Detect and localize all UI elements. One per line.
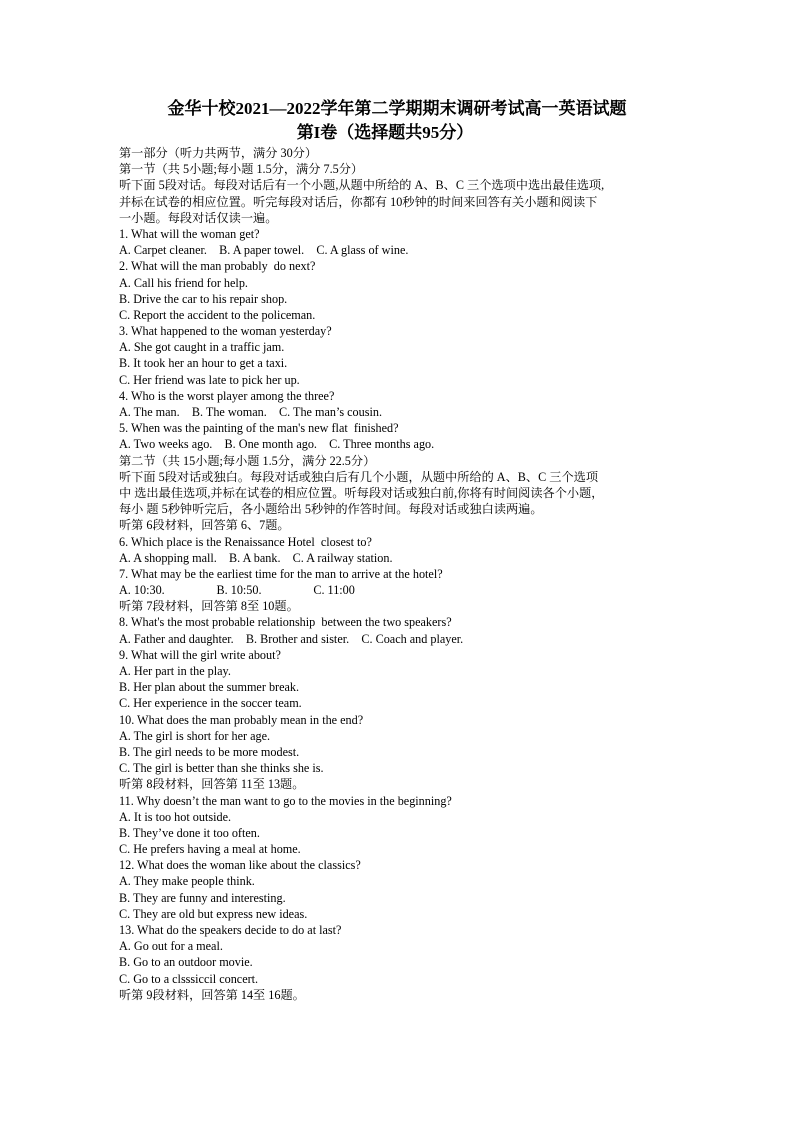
text-line: 听第 7段材料，回答第 8至 10题。 <box>119 599 299 614</box>
text-line: 第一节（共 5小题;每小题 1.5分，满分 7.5分） <box>119 162 364 177</box>
text-line: 13. What do the speakers decide to do at last? <box>119 923 342 937</box>
text-line: A. They make people think. <box>119 874 255 889</box>
text-line: A. Two weeks ago. B. One month ago. C. Three months ago. <box>119 437 435 452</box>
text-line: 听下面 5段对话。每段对话后有一个小题,从题中所给的 A、B、C 三个选项中选出最佳选项, <box>119 178 605 193</box>
text-line: C. Her friend was late to pick her up. <box>119 372 300 387</box>
text-line: B. They’ve done it too often. <box>119 825 260 840</box>
text-line: 并标在试卷的相应位置。听完每段对话后，你都有 10秒钟的时间来回答有关小题和阅读下 <box>119 194 598 209</box>
text-line: 一小题。每段对话仅读一遍。 <box>119 210 278 225</box>
text-line: A. The man. B. The woman. C. The man’s cousin. <box>119 405 383 419</box>
text-line: C. Her experience in the soccer team. <box>119 696 302 711</box>
exam-title: 金华十校2021—2022学年第二学期期末调研考试高一英语试题 <box>167 99 627 118</box>
text-line: B. Her plan about the summer break. <box>119 680 300 695</box>
text-line: A. Go out for a meal. <box>119 939 223 954</box>
text-line: 12. What does the woman like about the classics? <box>119 858 361 873</box>
text-line: C. Report the accident to the policeman. <box>119 307 316 322</box>
text-line: 2. What will the man probably do next? <box>119 259 316 274</box>
text-line: A. The girl is short for her age. <box>119 728 271 743</box>
text-line: 11. Why doesn’t the man want to go to the movies in the beginning? <box>119 793 452 808</box>
text-line: A. It is too hot outside. <box>119 809 232 824</box>
text-line: 1. What will the woman get? <box>119 226 260 241</box>
exam-content <box>119 145 689 1003</box>
text-line: 7. What may be the earliest time for the man to arrive at the hotel? <box>119 566 443 581</box>
text-line: 听下面 5段对话或独白。每段对话或独白后有几个小题，从题中所给的 A、B、C 三个选项 <box>119 469 599 484</box>
text-line: 5. When was the painting of the man's new flat finished? <box>119 421 399 436</box>
text-line: C. Go to a clsssiccil concert. <box>119 971 259 986</box>
text-line: 听第 8段材料，回答第 11至 13题。 <box>119 777 305 792</box>
text-line: C. They are old but express new ideas. <box>119 906 308 921</box>
text-line: 3. What happened to the woman yesterday? <box>119 324 332 339</box>
text-line: 听第 6段材料，回答第 6、7题。 <box>119 518 290 533</box>
text-line: 8. What's the most probable relationship between the two speakers? <box>119 615 452 630</box>
text-line: A. She got caught in a traffic jam. <box>119 340 285 355</box>
text-line: B. They are funny and interesting. <box>119 890 286 905</box>
text-line: C. He prefers having a meal at home. <box>119 842 301 857</box>
text-line: B. The girl needs to be more modest. <box>119 744 300 759</box>
text-line: 每小 题 5秒钟听完后，各小题给出 5秒钟的作答时间。每段对话或独白读两遍。 <box>119 502 543 517</box>
text-line: 6. Which place is the Renaissance Hotel closest to? <box>119 534 372 549</box>
text-line: B. Drive the car to his repair shop. <box>119 291 288 306</box>
text-line: A. Carpet cleaner. B. A paper towel. C. A glass of wine. <box>119 243 409 258</box>
section-title: 第I卷（选择题共95分） <box>296 123 474 142</box>
text-line: 第一部分（听力共两节，满分 30分） <box>119 146 318 160</box>
text-line: 听第 9段材料，回答第 14至 16题。 <box>119 987 305 1002</box>
text-line: 10. What does the man probably mean in the end? <box>119 712 364 727</box>
text-line: 9. What will the girl write about? <box>119 647 281 662</box>
text-line: A. Call his friend for help. <box>119 275 248 290</box>
text-line: B. Go to an outdoor movie. <box>119 955 253 970</box>
text-line: A. 10:30. B. 10:50. C. 11:00 <box>119 583 355 598</box>
text-line: A. Father and daughter. B. Brother and sister. C. Coach and player. <box>119 631 464 646</box>
text-line: 第二节（共 15小题;每小题 1.5分，满分 22.5分） <box>119 453 376 468</box>
text-line: B. It took her an hour to get a taxi. <box>119 356 288 371</box>
text-line: A. A shopping mall. B. A bank. C. A railway station. <box>119 550 393 565</box>
text-line: A. Her part in the play. <box>119 664 231 678</box>
text-line: 中 选出最佳选项,并标在试卷的相应位置。听每段对话或独白前,你将有时间阅读各个小题， <box>119 485 604 500</box>
text-line: 4. Who is the worst player among the three? <box>119 388 335 403</box>
text-line: C. The girl is better than she thinks she is. <box>119 761 324 776</box>
